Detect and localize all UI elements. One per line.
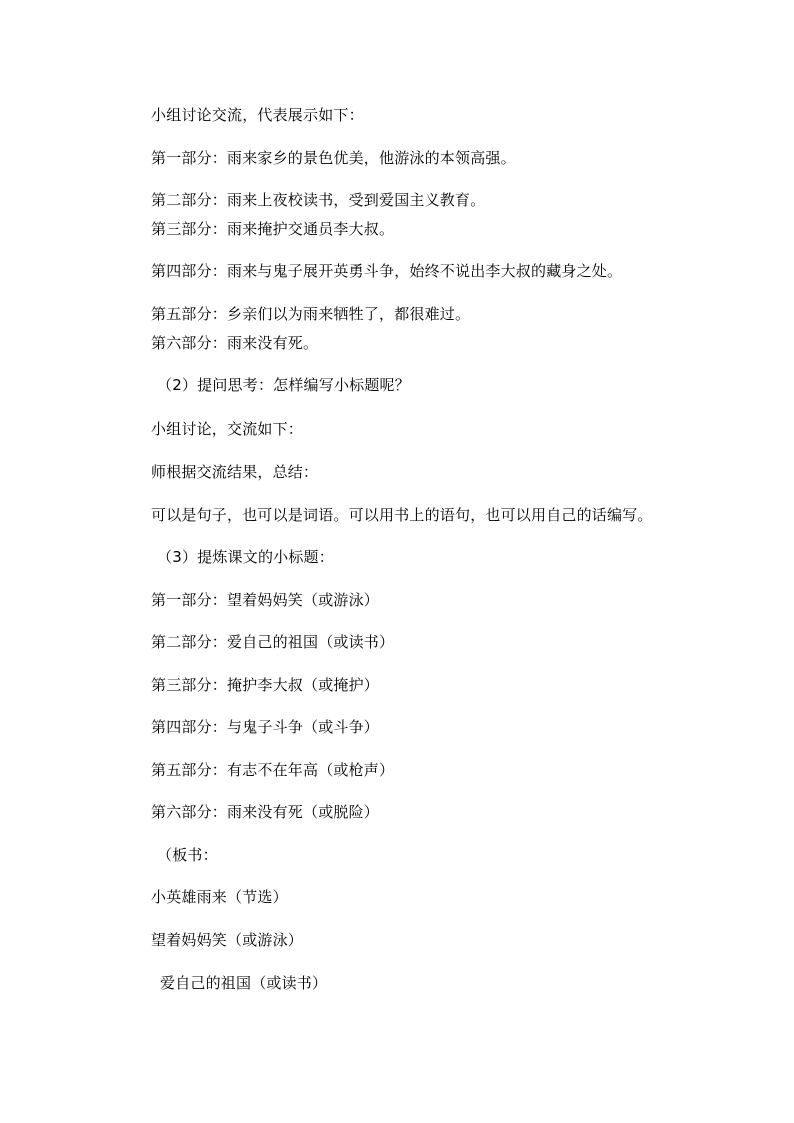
paragraph-part-six-summary: 第六部分：雨来没有死。 <box>151 334 319 352</box>
paragraph-part-five-summary: 第五部分：乡亲们以为雨来牺牲了，都很难过。 <box>151 305 471 323</box>
paragraph-board-item-two: 爱自己的祖国（或读书） <box>160 974 328 992</box>
paragraph-subtitle-part-five: 第五部分：有志不在年高（或枪声） <box>151 761 395 779</box>
paragraph-subtitle-part-one: 第一部分：望着妈妈笑（或游泳） <box>151 591 380 609</box>
paragraph-subtitle-part-six: 第六部分：雨来没有死（或脱险） <box>151 803 380 821</box>
paragraph-board-item-one: 望着妈妈笑（或游泳） <box>151 931 304 949</box>
paragraph-group-discussion-exchange: 小组讨论，交流如下： <box>151 420 304 438</box>
paragraph-summary-method: 可以是句子，也可以是词语。可以用书上的语句，也可以用自己的话编写。 <box>151 506 653 524</box>
paragraph-part-two-summary: 第二部分：雨来上夜校读书，受到爱国主义教育。 <box>151 191 486 209</box>
paragraph-subtitle-part-two: 第二部分：爱自己的祖国（或读书） <box>151 633 395 651</box>
paragraph-board-title: 小英雄雨来（节选） <box>151 888 288 906</box>
paragraph-teacher-summary: 师根据交流结果，总结： <box>151 463 319 481</box>
paragraph-part-one-summary: 第一部分：雨来家乡的景色优美，他游泳的本领高强。 <box>151 149 516 167</box>
paragraph-part-three-summary: 第三部分：雨来掩护交通员李大叔。 <box>151 220 395 238</box>
paragraph-group-discussion-intro: 小组讨论交流，代表展示如下： <box>151 106 364 124</box>
paragraph-question-3: （3）提炼课文的小标题： <box>157 548 334 566</box>
paragraph-part-four-summary: 第四部分：雨来与鬼子展开英勇斗争，始终不说出李大叔的藏身之处。 <box>151 262 623 280</box>
paragraph-board-writing-label: （板书： <box>157 846 218 864</box>
paragraph-question-2: （2）提问思考：怎样编写小标题呢？ <box>157 376 410 394</box>
paragraph-subtitle-part-three: 第三部分：掩护李大叔（或掩护） <box>151 676 380 694</box>
paragraph-subtitle-part-four: 第四部分：与鬼子斗争（或斗争） <box>151 718 380 736</box>
